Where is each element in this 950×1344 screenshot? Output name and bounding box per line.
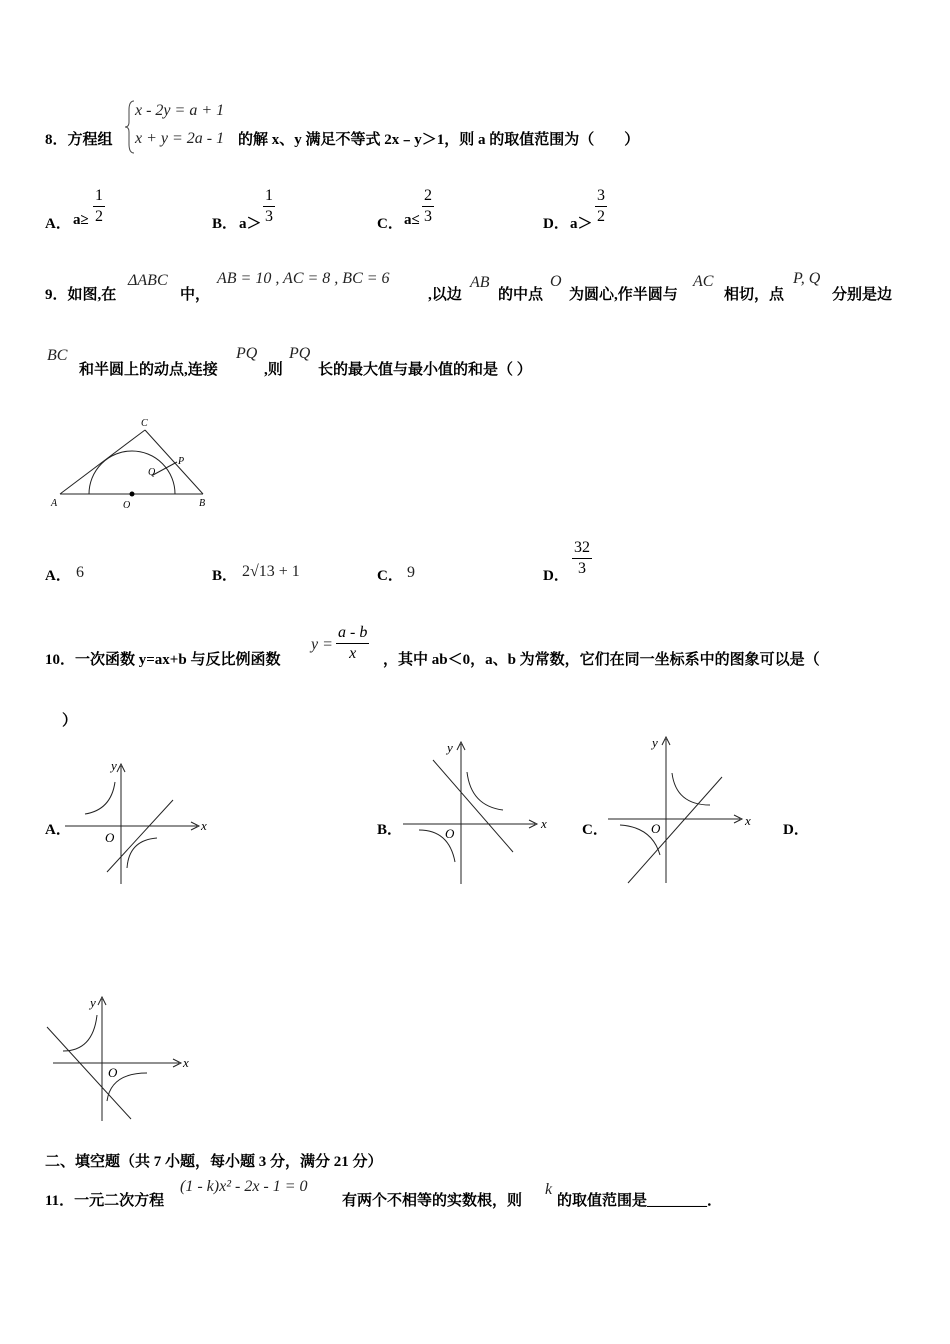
- math: AB: [470, 274, 490, 291]
- text: ）: [62, 713, 78, 729]
- fraction: $\frac{2}{3}$: [424, 187, 432, 225]
- math: O: [550, 273, 562, 290]
- graph-b[interactable]: [403, 738, 553, 886]
- brace-icon: [125, 100, 135, 154]
- option-relation: a≤: [404, 212, 420, 228]
- option-relation: a≥: [73, 212, 89, 228]
- x-label: x: [745, 813, 751, 828]
- label-q: Q: [148, 467, 156, 478]
- text: 相切，点: [724, 287, 785, 303]
- option-label: C．: [377, 216, 403, 232]
- triangle-figure: [45, 412, 220, 512]
- fraction: $\frac{1}{3}$: [265, 187, 273, 225]
- label-b: B: [199, 498, 206, 509]
- text: 和半圆上的动点,连接: [79, 362, 218, 378]
- q10-option-a[interactable]: A．: [45, 822, 71, 838]
- y-label: y: [652, 735, 658, 750]
- text: 长的最大值与最小值的和是（ ）: [318, 362, 532, 378]
- option-value: 9: [407, 564, 415, 581]
- q8-text: 的解 x、y 满足不等式 2x﹣y＞1，则 a 的取值范围为（ ）: [238, 132, 640, 148]
- label-c: C: [141, 418, 148, 429]
- fraction: $\frac{1}{2}$: [95, 187, 103, 225]
- text: 为圆心,作半圆与: [569, 287, 678, 303]
- option-label: C．: [377, 568, 403, 584]
- q10-option-d[interactable]: D．: [783, 822, 809, 838]
- x-label: x: [541, 816, 547, 831]
- fraction: $\frac{3}{2}$: [597, 187, 605, 225]
- section-heading: 二、填空题（共 7 小题，每小题 3 分，满分 21 分）: [45, 1154, 383, 1170]
- q8-eq2: x + y = 2a - 1: [135, 130, 225, 147]
- text: ,以边: [428, 287, 462, 303]
- text: ,则: [264, 362, 283, 378]
- graph-c[interactable]: [608, 733, 758, 885]
- q11-number: 11．一元二次方程: [45, 1193, 165, 1209]
- math: P, Q: [793, 270, 821, 287]
- option-relation: a＞: [570, 216, 593, 232]
- x-label: x: [183, 1055, 189, 1070]
- option-label: D．: [543, 216, 569, 232]
- origin-label: O: [445, 826, 455, 841]
- q9-number: 9．如图,在: [45, 287, 117, 303]
- q8-number: 8．方程组: [45, 132, 113, 148]
- label-p: P: [178, 456, 185, 467]
- origin-label: O: [651, 821, 661, 836]
- text: 的中点: [498, 287, 544, 303]
- q8-eq1: x - 2y = a + 1: [135, 102, 225, 119]
- graph-a[interactable]: [65, 760, 215, 886]
- option-relation: a＞: [239, 216, 262, 232]
- y-label: y: [447, 740, 453, 755]
- origin-label: O: [105, 830, 115, 845]
- option-value: 2√13 + 1: [242, 563, 300, 580]
- math: BC: [47, 347, 68, 364]
- math: PQ: [236, 345, 258, 362]
- text: 分别是边: [832, 287, 893, 303]
- option-value: 6: [76, 564, 84, 581]
- math: y =: [311, 636, 333, 653]
- q10-option-b[interactable]: B．: [377, 822, 403, 838]
- math: AC: [693, 273, 714, 290]
- text: ，其中 ab＜0，a、b 为常数，它们在同一坐标系中的图象可以是（: [383, 652, 820, 668]
- math: k: [545, 1181, 553, 1198]
- label-a: A: [51, 498, 58, 509]
- origin-label: O: [108, 1065, 118, 1080]
- y-label: y: [90, 995, 96, 1010]
- option-label: A．: [45, 216, 71, 232]
- fraction: $\frac{a - b}{x}$: [338, 624, 368, 662]
- label-o: O: [123, 500, 131, 511]
- answer-blank[interactable]: 的取值范围是________．: [557, 1193, 723, 1209]
- math: PQ: [289, 345, 311, 362]
- fraction: $\frac{32}{3}$: [574, 539, 590, 577]
- text: 有两个不相等的实数根，则: [342, 1193, 523, 1209]
- option-label: D．: [543, 568, 569, 584]
- math: (1 - k)x² - 2x - 1 = 0: [180, 1178, 308, 1195]
- y-label: y: [111, 758, 117, 773]
- q10-option-c[interactable]: C．: [582, 822, 608, 838]
- q10-number: 10．一次函数 y=ax+b 与反比例函数: [45, 652, 281, 668]
- text: 中，: [180, 287, 211, 303]
- option-label: B．: [212, 216, 238, 232]
- option-label: B．: [212, 568, 238, 584]
- x-label: x: [201, 818, 207, 833]
- graph-d[interactable]: [45, 993, 195, 1123]
- math: ΔABC: [128, 272, 168, 289]
- option-label: A．: [45, 568, 71, 584]
- math: AB = 10 , AC = 8 , BC = 6: [217, 270, 390, 287]
